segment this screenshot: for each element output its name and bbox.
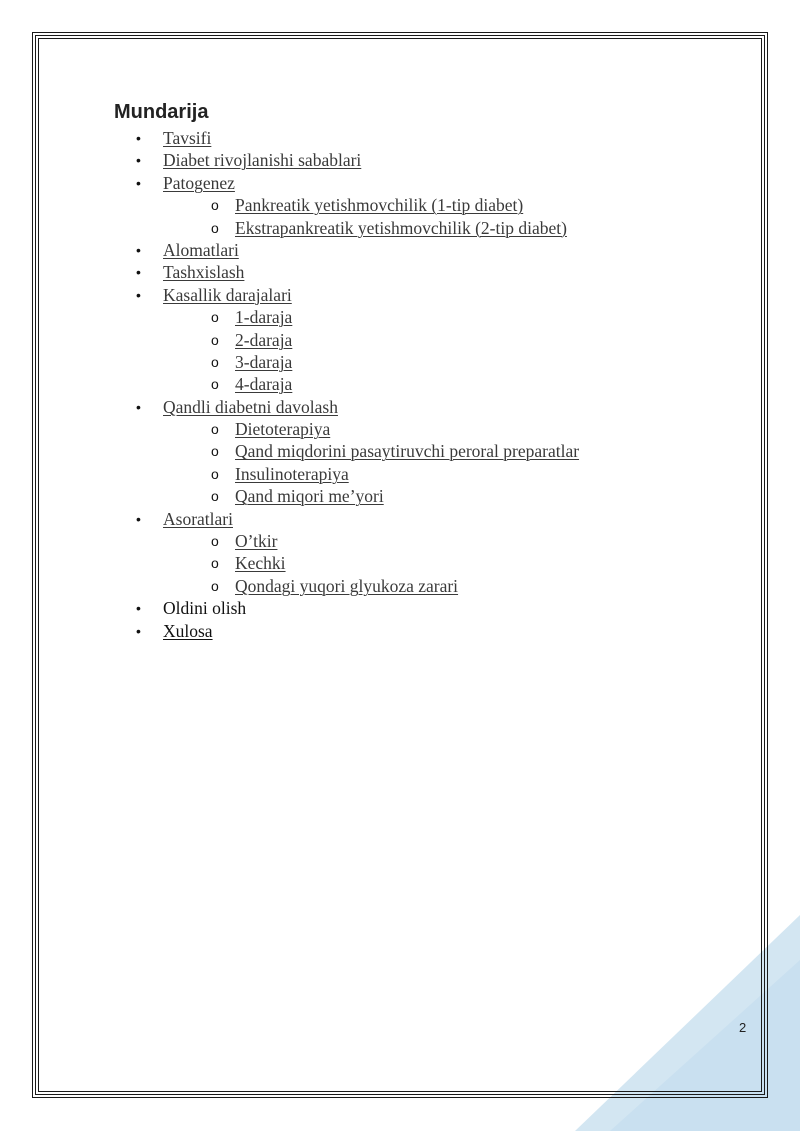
toc-subitem <box>114 530 734 552</box>
toc-sublink[interactable]: Qand miqori me’yori <box>235 486 384 507</box>
toc-subitem <box>114 373 734 395</box>
toc-text-oldini-olish: Oldini olish <box>163 598 247 619</box>
toc-sublink[interactable]: Qand miqdorini pasaytiruvchi peroral preparatlar <box>235 441 580 462</box>
toc-subitem <box>114 463 734 485</box>
circle-bullet-icon: o <box>211 331 219 348</box>
toc-item <box>114 396 734 508</box>
circle-bullet-icon: o <box>211 197 219 214</box>
toc-link-tashxislash[interactable]: Tashxislash <box>163 262 245 283</box>
toc-list <box>114 127 734 642</box>
circle-bullet-icon: o <box>211 533 219 550</box>
bullet-icon: • <box>136 264 141 281</box>
toc-subitem <box>114 351 734 373</box>
toc-sublink[interactable]: 1-daraja <box>235 307 293 328</box>
toc-link-tavsifi[interactable]: Tavsifi <box>163 128 212 148</box>
bullet-icon: • <box>136 241 141 258</box>
toc-item <box>114 284 734 396</box>
toc-link-alomatlari[interactable]: Alomatlari <box>163 239 239 260</box>
toc-subitem <box>114 575 734 597</box>
toc-item <box>114 261 734 283</box>
toc-sublink[interactable]: 4-daraja <box>235 374 293 395</box>
toc-sublink[interactable]: O’tkir <box>235 531 278 552</box>
toc-item <box>114 597 734 619</box>
circle-bullet-icon: o <box>211 309 219 326</box>
toc-link-davolash[interactable]: Qandli diabetni davolash <box>163 396 338 417</box>
toc-item <box>114 149 734 171</box>
toc-sublink[interactable]: 3-daraja <box>235 351 293 372</box>
toc-subitem <box>114 306 734 328</box>
toc-link-xulosa[interactable]: Xulosa <box>163 620 213 641</box>
toc-subitem <box>114 217 734 239</box>
bullet-icon: • <box>136 152 141 169</box>
toc-item <box>114 239 734 261</box>
circle-bullet-icon: o <box>211 465 219 482</box>
toc-sublink[interactable]: Insulinoterapiya <box>235 463 349 484</box>
toc-sublist <box>114 530 734 597</box>
toc-link-darajalari[interactable]: Kasallik darajalari <box>163 284 292 305</box>
circle-bullet-icon: o <box>211 219 219 236</box>
circle-bullet-icon: o <box>211 376 219 393</box>
toc-link-patogenez[interactable]: Patogenez <box>163 172 235 193</box>
bullet-icon: • <box>136 622 141 639</box>
toc-sublist <box>114 418 734 508</box>
circle-bullet-icon: o <box>211 421 219 438</box>
toc-sublink[interactable]: Kechki <box>235 553 286 574</box>
toc-title: Mundarija <box>114 101 209 123</box>
toc-sublink[interactable]: Ekstrapankreatik yetishmovchilik (2-tip diabet) <box>235 217 567 238</box>
circle-bullet-icon: o <box>211 353 219 370</box>
table-of-contents <box>114 99 734 642</box>
page-number: 2 <box>739 1020 747 1035</box>
toc-sublist <box>114 306 734 396</box>
toc-sublink[interactable]: Pankreatik yetishmovchilik (1-tip diabet) <box>235 195 524 216</box>
toc-sublink[interactable]: 2-daraja <box>235 329 293 350</box>
circle-bullet-icon: o <box>211 488 219 505</box>
toc-subitem <box>114 552 734 574</box>
bullet-icon: • <box>136 510 141 527</box>
toc-link-sabablari[interactable]: Diabet rivojlanishi sabablari <box>163 150 362 171</box>
bullet-icon: • <box>136 174 141 191</box>
toc-subitem <box>114 440 734 462</box>
bullet-icon: • <box>136 600 141 617</box>
toc-item <box>114 620 734 642</box>
toc-item <box>114 508 734 598</box>
toc-subitem <box>114 418 734 440</box>
bullet-icon: • <box>136 130 141 146</box>
toc-link-asoratlari[interactable]: Asoratlari <box>163 508 233 529</box>
toc-sublist <box>114 194 734 239</box>
toc-subitem <box>114 194 734 216</box>
bullet-icon: • <box>136 286 141 303</box>
bullet-icon: • <box>136 398 141 415</box>
toc-subitem <box>114 329 734 351</box>
toc-sublink[interactable]: Qondagi yuqori glyukoza zarari <box>235 575 459 596</box>
toc-subitem <box>114 485 734 507</box>
toc-item <box>114 172 734 239</box>
circle-bullet-icon: o <box>211 443 219 460</box>
circle-bullet-icon: o <box>211 555 219 572</box>
toc-item <box>114 127 734 149</box>
circle-bullet-icon: o <box>211 577 219 594</box>
toc-sublink[interactable]: Dietoterapiya <box>235 419 331 440</box>
